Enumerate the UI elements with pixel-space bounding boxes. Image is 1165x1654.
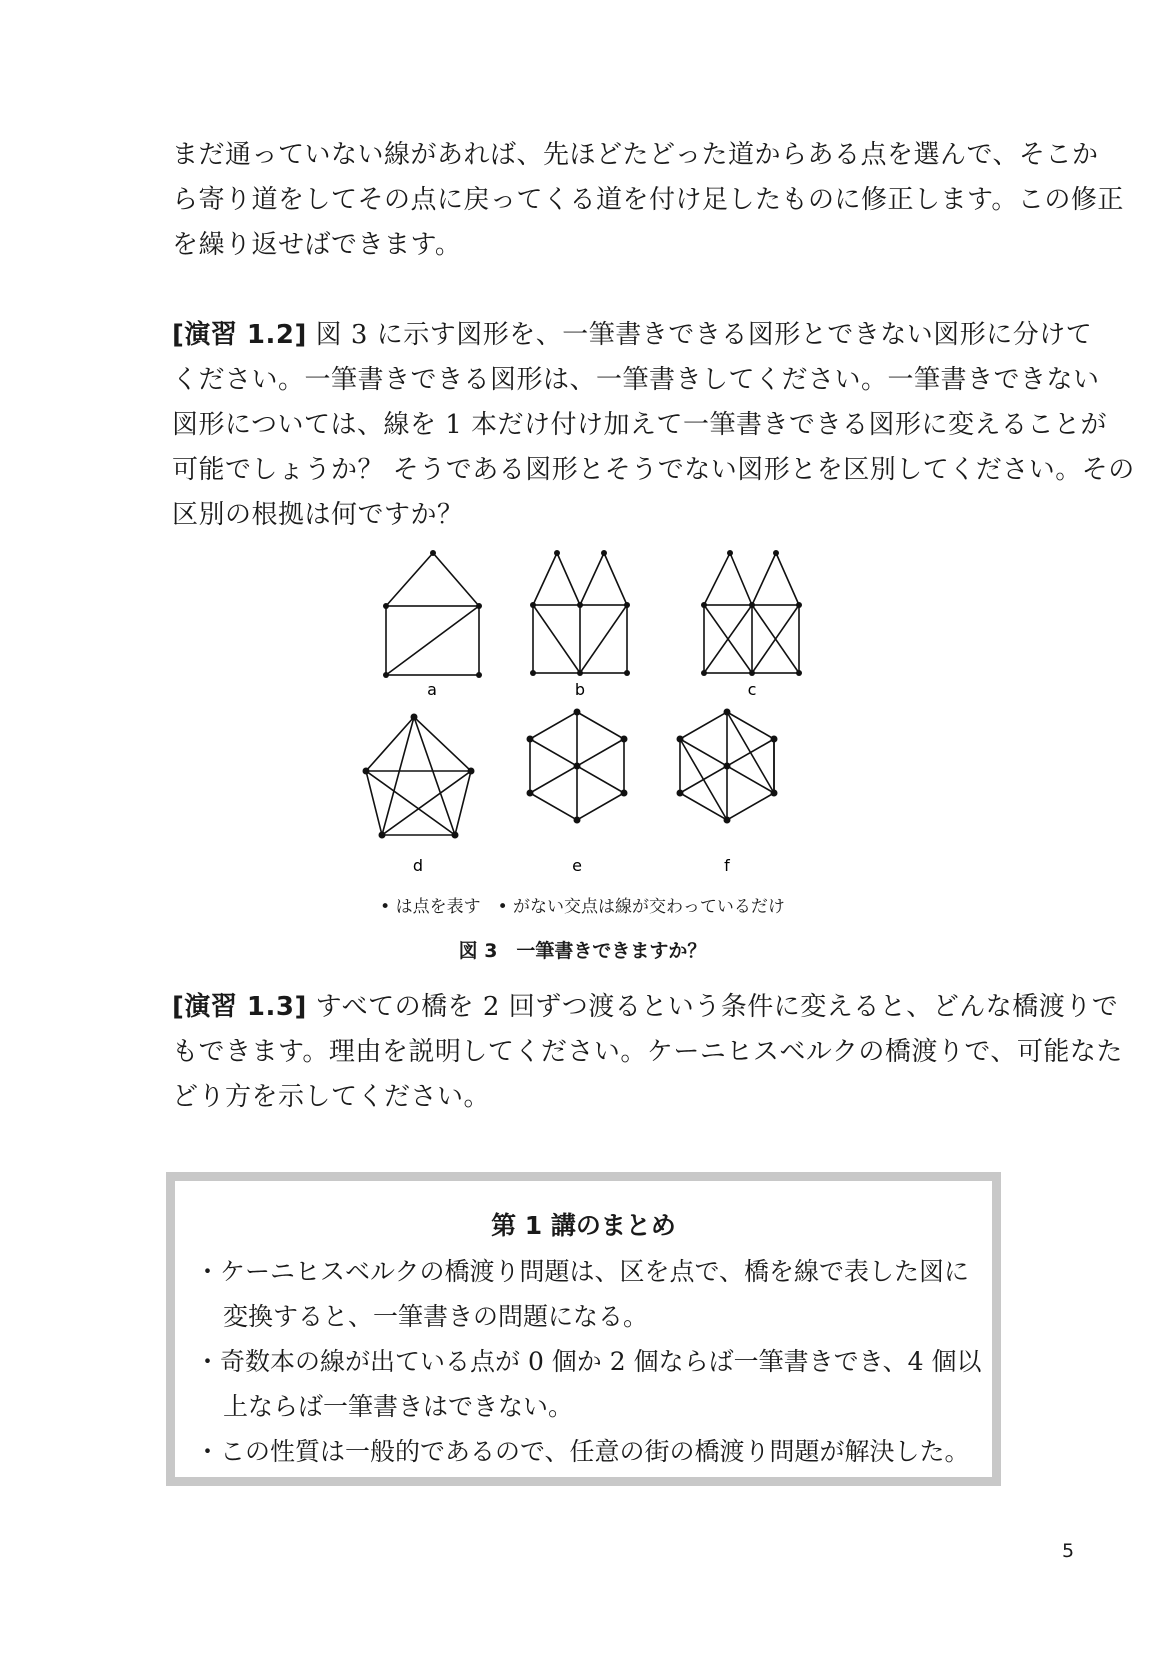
summary-item: ・ケーニヒスベルクの橋渡り問題は、区を点で、橋を線で表した図に [195,1257,970,1286]
label-f: f [724,856,730,875]
graph-c [704,553,799,673]
graph-b [533,553,627,673]
summary-item-continuation: 上ならば一筆書きはできない。 [223,1392,574,1421]
text-line: どり方を示してください。 [172,1082,491,1112]
graph-figures [340,535,860,935]
exercise-1-3 [172,985,1123,1120]
text-line [172,985,1119,1030]
exercise-label: [演習 1.3] [172,992,307,1022]
exercise-text: 図 3 に示す図形を、一筆書きできる図形とできない図形に分けて [315,320,1093,350]
text-line: 可能でしょうか？ そうである図形とそうでない図形とを区別してください。その [172,455,1135,485]
text-line: まだ通っていない線があれば、先ほどたどった道からある点を選んで、そこか [172,140,1099,170]
label-b: b [574,680,586,699]
summary-title: 第 1 講のまとめ [491,1211,676,1240]
summary-item-continuation: 変換すると、一筆書きの問題になる。 [223,1302,649,1331]
label-a: a [427,680,437,699]
figure-legend: • は点を表す • がない交点は線が交わっているだけ [380,897,785,917]
text-line: ください。一筆書きできる図形は、一筆書きしてください。一筆書きできない [172,365,1100,395]
summary-item: ・奇数本の線が出ている点が 0 個か 2 個ならば一筆書きでき、4 個以 [195,1347,982,1376]
graph-a [386,553,479,675]
figure-3 [340,535,860,935]
exercise-text: すべての橋を 2 回ずつ渡るという条件に変えると、どんな橋渡りで [315,992,1119,1022]
text-line: 図形については、線を 1 本だけ付け加えて一筆書きできる図形に変えることが [172,410,1108,440]
exercise-label: [演習 1.2] [172,320,307,350]
summary-box [166,1172,1001,1486]
label-e: e [572,856,582,875]
text-line: 区別の根拠は何ですか？ [172,500,464,530]
summary-item: ・この性質は一般的であるので、任意の街の橋渡り問題が解決した。 [195,1437,970,1466]
label-d: d [412,856,424,875]
paragraph-intro [172,133,1124,268]
text-line: もできます。理由を説明してください。ケーニヒスベルクの橋渡りで、可能なた [172,1037,1123,1067]
figure-caption: 図 3 一筆書きできますか？ [458,940,707,962]
label-c: c [747,680,757,699]
page-number: 5 [1062,1540,1075,1562]
text-line: ら寄り道をしてその点に戻ってくる道を付け足したものに修正します。この修正 [172,185,1124,215]
exercise-1-2 [172,313,1135,538]
text-line [172,313,1093,358]
graph-d [366,717,471,835]
summary-list [195,1249,982,1474]
text-line: を繰り返せばできます。 [172,230,462,260]
